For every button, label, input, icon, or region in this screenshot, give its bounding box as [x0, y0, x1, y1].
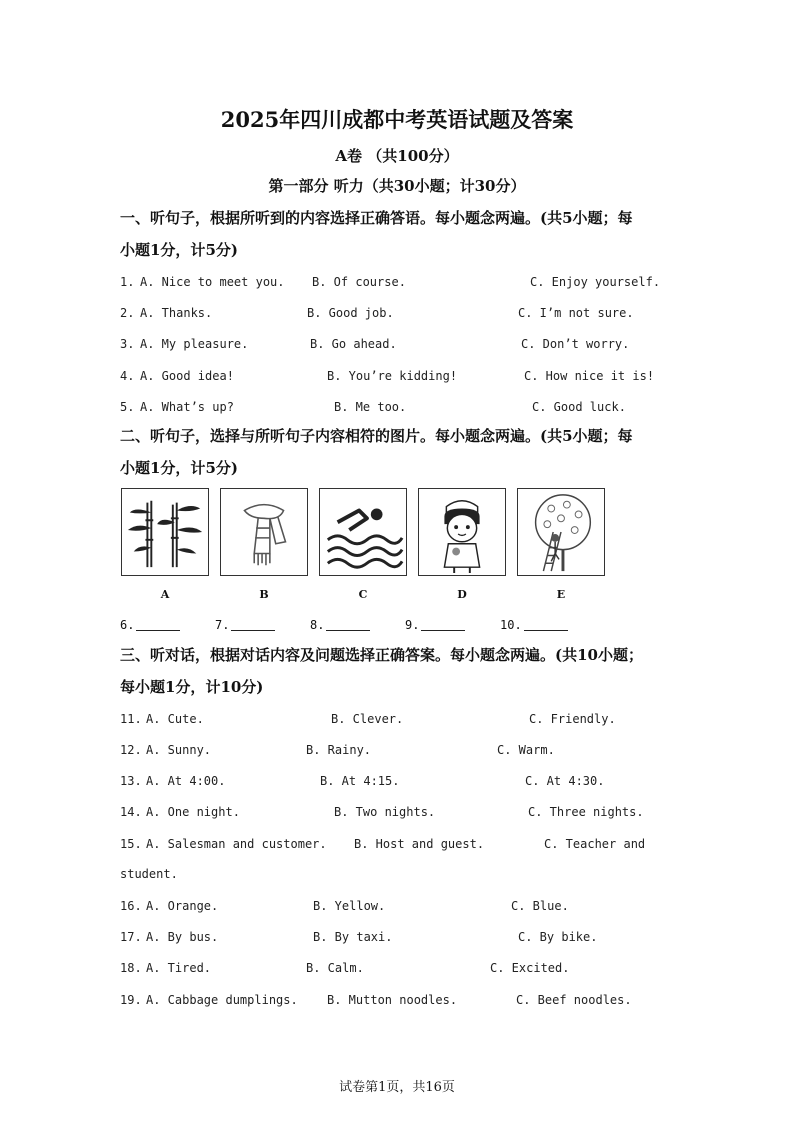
- option-b: B. At 4:15.: [320, 774, 400, 788]
- option-b: B. Calm.: [306, 961, 364, 975]
- option-c: C. Don’t worry.: [521, 337, 630, 351]
- picture-label: B: [259, 588, 269, 601]
- page-footer: 试卷第1页，共16页: [339, 1080, 455, 1095]
- option-c: C. Enjoy yourself.: [530, 275, 661, 289]
- option-c: C. Excited.: [490, 961, 570, 975]
- question-number: 4.: [120, 369, 135, 383]
- option-c: C. I’m not sure.: [518, 306, 634, 320]
- section1-instruction-line2: 小题1分，计5分): [120, 241, 238, 259]
- option-a: A. Tired.: [146, 961, 212, 975]
- option-a: A. At 4:00.: [146, 774, 226, 788]
- answer-blank[interactable]: [310, 618, 370, 632]
- option-a: A. Sunny.: [146, 743, 212, 757]
- blank-number: 7.: [215, 618, 230, 632]
- option-b: B. Go ahead.: [310, 337, 397, 351]
- option-a: A. Cabbage dumplings.: [146, 993, 298, 1007]
- page-title: 2025年四川成都中考英语试题及答案: [220, 107, 574, 132]
- question-number: 17.: [120, 930, 142, 944]
- question-number: 1.: [120, 275, 135, 289]
- tree-ladder-icon: [517, 488, 605, 576]
- question-number: 3.: [120, 337, 135, 351]
- question-number: 18.: [120, 961, 142, 975]
- answer-blank[interactable]: [120, 618, 180, 632]
- question-number: 11.: [120, 712, 142, 726]
- option-c: C. Friendly.: [529, 712, 616, 726]
- paper-a-heading: A卷 （共100分）: [335, 147, 459, 165]
- blank-number: 6.: [120, 618, 135, 632]
- option-c: C. Blue.: [511, 899, 569, 913]
- question-number: 14.: [120, 805, 142, 819]
- blank-number: 8.: [310, 618, 325, 632]
- picture-label: C: [358, 588, 368, 601]
- question-number: 19.: [120, 993, 142, 1007]
- question-number: 16.: [120, 899, 142, 913]
- option-b: B. Mutton noodles.: [327, 993, 458, 1007]
- option-c: C. Teacher and: [544, 837, 646, 851]
- scarf-icon: [220, 488, 308, 576]
- question-number: 15.: [120, 837, 142, 851]
- option-b: B. Good job.: [307, 306, 394, 320]
- question-number: 2.: [120, 306, 135, 320]
- option-a: A. One night.: [146, 805, 240, 819]
- part-one-heading: 第一部分 听力（共30小题；计30分）: [268, 177, 526, 195]
- option-a: A. Cute.: [146, 712, 204, 726]
- blank-number: 9.: [405, 618, 420, 632]
- question-number: 12.: [120, 743, 142, 757]
- option-a: A. My pleasure.: [140, 337, 249, 351]
- option-a: A. Nice to meet you.: [140, 275, 285, 289]
- option-a: A. Good idea!: [140, 369, 234, 383]
- option-b: B. Clever.: [331, 712, 404, 726]
- picture-label: D: [457, 588, 467, 601]
- option-b: B. Me too.: [334, 400, 407, 414]
- answer-blank[interactable]: [405, 618, 465, 632]
- option-a: A. Orange.: [146, 899, 219, 913]
- picture-label: A: [160, 588, 170, 601]
- section2-instruction-line1: 二、听句子，选择与所听句子内容相符的图片。每小题念两遍。(共5小题；每: [120, 427, 633, 445]
- option-a: A. Salesman and customer.: [146, 837, 327, 851]
- option-a: A. What’s up?: [140, 400, 234, 414]
- option-b: B. Two nights.: [334, 805, 436, 819]
- nurse-icon: [418, 488, 506, 576]
- answer-blank[interactable]: [500, 618, 568, 632]
- option-c-continued: student.: [120, 867, 178, 881]
- option-a: A. Thanks.: [140, 306, 213, 320]
- option-b: B. Host and guest.: [354, 837, 485, 851]
- section1-instruction-line1: 一、听句子，根据所听到的内容选择正确答语。每小题念两遍。(共5小题；每: [120, 209, 633, 227]
- question-number: 5.: [120, 400, 135, 414]
- option-a: A. By bus.: [146, 930, 219, 944]
- section2-instruction-line2: 小题1分，计5分): [120, 459, 238, 477]
- blank-number: 10.: [500, 618, 522, 632]
- option-c: C. At 4:30.: [525, 774, 605, 788]
- option-c: C. How nice it is!: [524, 369, 655, 383]
- option-b: B. Rainy.: [306, 743, 372, 757]
- section3-instruction-line2: 每小题1分，计10分): [120, 678, 264, 696]
- option-b: B. Yellow.: [313, 899, 386, 913]
- bamboo-icon: [121, 488, 209, 576]
- swimming-icon: [319, 488, 407, 576]
- option-c: C. Three nights.: [528, 805, 644, 819]
- option-b: B. You’re kidding!: [327, 369, 458, 383]
- option-c: C. Beef noodles.: [516, 993, 632, 1007]
- option-b: B. By taxi.: [313, 930, 393, 944]
- section3-instruction-line1: 三、听对话，根据对话内容及问题选择正确答案。每小题念两遍。(共10小题；: [120, 646, 643, 664]
- question-number: 13.: [120, 774, 142, 788]
- picture-label: E: [556, 588, 566, 601]
- answer-blank[interactable]: [215, 618, 275, 632]
- option-c: C. By bike.: [518, 930, 598, 944]
- option-c: C. Warm.: [497, 743, 555, 757]
- option-c: C. Good luck.: [532, 400, 626, 414]
- option-b: B. Of course.: [312, 275, 406, 289]
